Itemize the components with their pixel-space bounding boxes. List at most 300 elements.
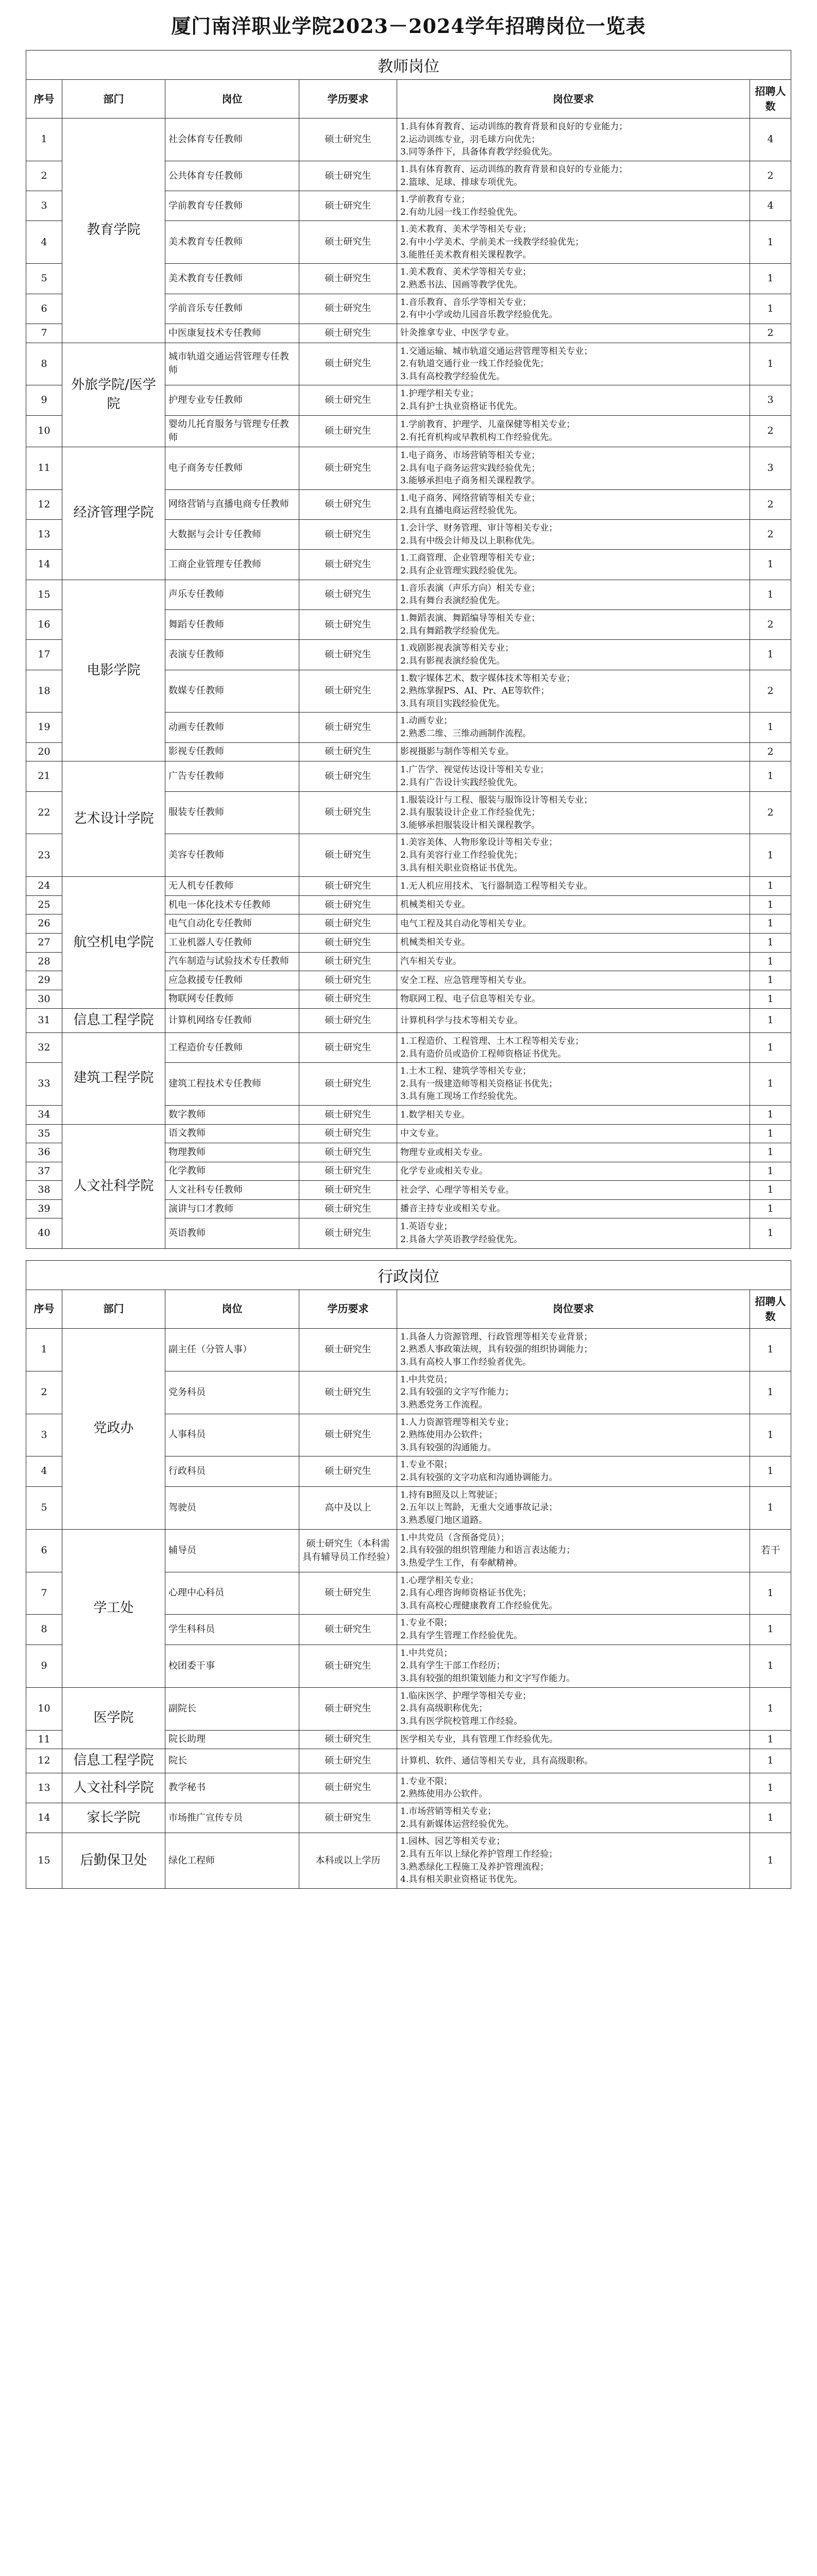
row-number: 13 (26, 1773, 62, 1803)
education-cell: 硕士研究生 (299, 324, 397, 343)
teaching-table (26, 79, 791, 1249)
row-number: 7 (26, 1572, 62, 1615)
position-cell: 心理中心科员 (165, 1572, 299, 1615)
position-cell: 副主任（分管人事） (165, 1328, 299, 1371)
requirements-cell: 1.园林、园艺等相关专业； 2.具有五年以上绿化养护管理工作经验； 3.熟悉绿化工程施工及养护管理流程； 4.具有相关职业资格证书优先。 (397, 1833, 750, 1889)
admin-header-row (26, 1290, 791, 1328)
requirements-cell: 机械类相关专业。 (397, 934, 750, 953)
position-cell: 美容专任教师 (165, 834, 299, 877)
position-cell: 演讲与口才教师 (165, 1199, 299, 1218)
education-cell: 硕士研究生 (299, 895, 397, 914)
row-number: 9 (26, 385, 62, 415)
row-number: 12 (26, 1749, 62, 1773)
position-cell: 美术教育专任教师 (165, 221, 299, 264)
row-number: 16 (26, 609, 62, 639)
position-cell: 城市轨道交通运营管理专任教师 (165, 343, 299, 385)
education-cell: 硕士研究生 (299, 580, 397, 609)
headcount-cell: 2 (750, 415, 791, 447)
education-cell: 硕士研究生 (299, 1162, 397, 1181)
requirements-cell: 机械类相关专业。 (397, 895, 750, 914)
row-number: 2 (26, 1371, 62, 1414)
row-number: 40 (26, 1218, 62, 1248)
header-post: 岗位 (165, 1290, 299, 1328)
row-number: 32 (26, 1032, 62, 1062)
header-no: 序号 (26, 1290, 62, 1328)
education-cell: 硕士研究生 (299, 1199, 397, 1218)
row-number: 13 (26, 520, 62, 550)
row-number: 35 (26, 1124, 62, 1143)
requirements-cell: 计算机、软件、通信等相关专业，具有高级职称。 (397, 1749, 750, 1773)
headcount-cell: 1 (750, 264, 791, 294)
requirements-cell: 1.服装设计与工程、服装与服饰设计等相关专业； 2.具有服装设计企业工作经验优先； 3.能够承担服装设计相关课程教学。 (397, 791, 750, 834)
position-cell: 教学秘书 (165, 1773, 299, 1803)
position-cell: 化学教师 (165, 1162, 299, 1181)
headcount-cell: 1 (750, 914, 791, 934)
headcount-cell: 1 (750, 1645, 791, 1687)
row-number: 37 (26, 1162, 62, 1181)
requirements-cell: 1.中共党员； 2.具有较强的文字写作能力； 3.熟悉党务工作流程。 (397, 1371, 750, 1414)
requirements-cell: 1.数字媒体艺术、数字媒体技术等相关专业； 2.熟练掌握PS、AI、Pr、AE等软件； 3.具有项目实践经验优先。 (397, 670, 750, 713)
position-cell: 英语教师 (165, 1218, 299, 1248)
headcount-cell: 4 (750, 191, 791, 221)
row-number: 36 (26, 1143, 62, 1162)
header-req: 岗位要求 (397, 80, 750, 118)
position-cell: 工商企业管理专任教师 (165, 550, 299, 580)
department-cell: 医学院 (62, 1687, 165, 1749)
position-cell: 党务科员 (165, 1371, 299, 1414)
position-cell: 建筑工程技术专任教师 (165, 1063, 299, 1106)
requirements-cell: 1.电子商务、市场营销等相关专业； 2.具有电子商务运营实践经验优先； 3.能够承担电子商务相关课程教学。 (397, 447, 750, 489)
education-cell: 硕士研究生 (299, 1063, 397, 1106)
row-number: 6 (26, 294, 62, 324)
headcount-cell: 1 (750, 1803, 791, 1833)
requirements-cell: 1.舞蹈表演、舞蹈编导等相关专业； 2.具有舞蹈教学经验优先。 (397, 609, 750, 639)
position-cell: 声乐专任教师 (165, 580, 299, 609)
requirements-cell: 1.美容美体、人物形象设计等相关专业； 2.具有美容行业工作经验优先； 3.具有相关职业资格证书优先。 (397, 834, 750, 877)
education-cell: 硕士研究生 (299, 1371, 397, 1414)
requirements-cell: 1.持有B照及以上驾驶证； 2.五年以上驾龄，无重大交通事故记录； 3.熟悉厦门地区道路。 (397, 1486, 750, 1529)
requirements-cell: 影视摄影与制作等相关专业。 (397, 742, 750, 761)
position-cell: 表演专任教师 (165, 640, 299, 670)
education-cell: 硕士研究生 (299, 1124, 397, 1143)
requirements-cell: 1.护理学相关专业； 2.具有护士执业资格证书优先。 (397, 385, 750, 415)
table-row (26, 877, 791, 896)
requirements-cell: 1.具有体育教育、运动训练的教育背景和良好的专业能力； 2.篮球、足球、排球专项优先。 (397, 161, 750, 191)
education-cell: 硕士研究生 (299, 670, 397, 713)
row-number: 1 (26, 118, 62, 161)
header-count: 招聘人数 (750, 80, 791, 118)
headcount-cell: 1 (750, 1181, 791, 1200)
document-title: 厦门南洋职业学院2023－2024学年招聘岗位一览表 (171, 14, 646, 38)
header-post: 岗位 (165, 80, 299, 118)
position-cell: 工业机器人专任教师 (165, 934, 299, 953)
position-cell: 广告专任教师 (165, 761, 299, 791)
row-number: 11 (26, 447, 62, 489)
row-number: 19 (26, 713, 62, 742)
department-cell: 党政办 (62, 1328, 165, 1529)
education-cell: 硕士研究生 (299, 640, 397, 670)
row-number: 22 (26, 791, 62, 834)
row-number: 3 (26, 191, 62, 221)
position-cell: 无人机专任教师 (165, 877, 299, 896)
education-cell: 硕士研究生 (299, 1181, 397, 1200)
education-cell: 硕士研究生 (299, 761, 397, 791)
headcount-cell: 3 (750, 447, 791, 489)
education-cell: 硕士研究生 (299, 1218, 397, 1248)
headcount-cell: 1 (750, 877, 791, 896)
requirements-cell: 针灸推拿专业、中医学专业。 (397, 324, 750, 343)
requirements-cell: 1.人力资源管理等相关专业； 2.熟练使用办公软件； 3.具有较强的沟通能力。 (397, 1414, 750, 1456)
row-number: 12 (26, 489, 62, 519)
headcount-cell: 1 (750, 1615, 791, 1645)
row-number: 17 (26, 640, 62, 670)
position-cell: 数媒专任教师 (165, 670, 299, 713)
requirements-cell: 中文专业。 (397, 1124, 750, 1143)
headcount-cell: 4 (750, 118, 791, 161)
row-number: 8 (26, 1615, 62, 1645)
education-cell: 硕士研究生 (299, 489, 397, 519)
row-number: 1 (26, 1328, 62, 1371)
education-cell: 硕士研究生 (299, 934, 397, 953)
headcount-cell: 1 (750, 990, 791, 1009)
row-number: 38 (26, 1181, 62, 1200)
education-cell: 硕士研究生 (299, 161, 397, 191)
position-cell: 护理专业专任教师 (165, 385, 299, 415)
row-number: 21 (26, 761, 62, 791)
requirements-cell: 化学专业或相关专业。 (397, 1162, 750, 1181)
table-row (26, 1773, 791, 1803)
position-cell: 辅导员 (165, 1529, 299, 1572)
headcount-cell: 1 (750, 580, 791, 609)
education-cell: 硕士研究生 (299, 264, 397, 294)
headcount-cell: 1 (750, 1486, 791, 1529)
requirements-cell: 社会学、心理学等相关专业。 (397, 1181, 750, 1200)
education-cell: 硕士研究生 (299, 791, 397, 834)
requirements-cell: 1.专业不限； 2.具有学生管理工作经验优先。 (397, 1615, 750, 1645)
education-cell: 硕士研究生 (299, 1328, 397, 1371)
requirements-cell: 汽车相关专业。 (397, 952, 750, 971)
education-cell: 硕士研究生 (299, 971, 397, 990)
position-cell: 人文社科专任教师 (165, 1181, 299, 1200)
education-cell: 硕士研究生 (299, 1645, 397, 1687)
admin-section-title: 行政岗位 (26, 1260, 791, 1290)
department-cell: 家长学院 (62, 1803, 165, 1833)
headcount-cell: 1 (750, 971, 791, 990)
table-row (26, 1803, 791, 1833)
position-cell: 计算机网络专任教师 (165, 1009, 299, 1033)
row-number: 28 (26, 952, 62, 971)
headcount-cell: 1 (750, 1730, 791, 1749)
requirements-cell: 1.音乐表演（声乐方向）相关专业； 2.具有舞台表演经验优先。 (397, 580, 750, 609)
headcount-cell: 2 (750, 489, 791, 519)
requirements-cell: 1.无人机应用技术、飞行器制造工程等相关专业。 (397, 877, 750, 896)
teaching-section-title: 教师岗位 (26, 50, 791, 79)
position-cell: 电子商务专任教师 (165, 447, 299, 489)
position-cell: 院长助理 (165, 1730, 299, 1749)
headcount-cell: 2 (750, 161, 791, 191)
headcount-cell: 1 (750, 713, 791, 742)
education-cell: 硕士研究生 (299, 1414, 397, 1456)
requirements-cell: 1.会计学、财务管理、审计等相关专业； 2.具有中级会计师及以上职称优先。 (397, 520, 750, 550)
position-cell: 数字教师 (165, 1106, 299, 1125)
row-number: 34 (26, 1106, 62, 1125)
row-number: 14 (26, 550, 62, 580)
row-number: 11 (26, 1730, 62, 1749)
table-row (26, 118, 791, 161)
requirements-cell: 物联网工程、电子信息等相关专业。 (397, 990, 750, 1009)
row-number: 33 (26, 1063, 62, 1106)
headcount-cell: 2 (750, 324, 791, 343)
education-cell: 硕士研究生 (299, 1803, 397, 1833)
position-cell: 学前教育专任教师 (165, 191, 299, 221)
headcount-cell: 1 (750, 761, 791, 791)
table-row (26, 1749, 791, 1773)
row-number: 14 (26, 1803, 62, 1833)
headcount-cell: 1 (750, 1687, 791, 1730)
headcount-cell: 1 (750, 1106, 791, 1125)
position-cell: 行政科员 (165, 1456, 299, 1486)
requirements-cell: 1.市场营销等相关专业； 2.具有新媒体运营经验优先。 (397, 1803, 750, 1833)
headcount-cell: 2 (750, 609, 791, 639)
position-cell: 社会体育专任教师 (165, 118, 299, 161)
requirements-cell: 1.心理学相关专业； 2.具有心理咨询师资格证书优先； 3.具有高校心理健康教育工作经验优先。 (397, 1572, 750, 1615)
requirements-cell: 医学相关专业，具有管理工作经验优先。 (397, 1730, 750, 1749)
headcount-cell: 1 (750, 1143, 791, 1162)
requirements-cell: 计算机科学与技术等相关专业。 (397, 1009, 750, 1033)
position-cell: 物理教师 (165, 1143, 299, 1162)
department-cell: 人文社科学院 (62, 1773, 165, 1803)
education-cell: 硕士研究生 (299, 415, 397, 447)
headcount-cell: 1 (750, 343, 791, 385)
position-cell: 婴幼儿托育服务与管理专任教师 (165, 415, 299, 447)
teaching-header-row (26, 80, 791, 118)
requirements-cell: 1.具有体育教育、运动训练的教育背景和良好的专业能力； 2.运动训练专业，羽毛球方向优先； 3.同等条件下，具备体育教学经验优先。 (397, 118, 750, 161)
requirements-cell: 1.专业不限； 2.熟练使用办公软件。 (397, 1773, 750, 1803)
position-cell: 网络营销与直播电商专任教师 (165, 489, 299, 519)
row-number: 15 (26, 580, 62, 609)
requirements-cell: 1.英语专业； 2.具备大学英语教学经验优先。 (397, 1218, 750, 1248)
education-cell: 硕士研究生 (299, 550, 397, 580)
education-cell: 硕士研究生 (299, 1572, 397, 1615)
headcount-cell: 1 (750, 934, 791, 953)
position-cell: 校团委干事 (165, 1645, 299, 1687)
department-cell: 航空机电学院 (62, 877, 165, 1009)
education-cell: 高中及以上 (299, 1486, 397, 1529)
requirements-cell: 1.数学相关专业。 (397, 1106, 750, 1125)
position-cell: 院长 (165, 1749, 299, 1773)
position-cell: 市场推广宣传专员 (165, 1803, 299, 1833)
position-cell: 舞蹈专任教师 (165, 609, 299, 639)
row-number: 27 (26, 934, 62, 953)
headcount-cell: 1 (750, 1009, 791, 1033)
admin-table (26, 1290, 791, 1889)
row-number: 23 (26, 834, 62, 877)
headcount-cell: 1 (750, 1199, 791, 1218)
department-cell: 教育学院 (62, 118, 165, 343)
table-row (26, 1833, 791, 1889)
requirements-cell: 1.电子商务、网络营销等相关专业； 2.具有直播电商运营经验优先。 (397, 489, 750, 519)
requirements-cell: 1.学前教育专业； 2.有幼儿园一线工作经验优先。 (397, 191, 750, 221)
department-cell: 建筑工程学院 (62, 1032, 165, 1124)
headcount-cell: 1 (750, 294, 791, 324)
row-number: 18 (26, 670, 62, 713)
education-cell: 硕士研究生 (299, 1730, 397, 1749)
education-cell: 硕士研究生 (299, 1032, 397, 1062)
row-number: 10 (26, 1687, 62, 1730)
row-number: 24 (26, 877, 62, 896)
requirements-cell: 安全工程、应急管理等相关专业。 (397, 971, 750, 990)
department-cell: 艺术设计学院 (62, 761, 165, 877)
row-number: 26 (26, 914, 62, 934)
requirements-cell: 1.工商管理、企业管理等相关专业； 2.具有企业管理实践经验优先。 (397, 550, 750, 580)
education-cell: 本科或以上学历 (299, 1833, 397, 1889)
department-cell: 电影学院 (62, 580, 165, 761)
table-row (26, 447, 791, 489)
row-number: 6 (26, 1529, 62, 1572)
row-number: 2 (26, 161, 62, 191)
table-row (26, 1328, 791, 1371)
row-number: 4 (26, 1456, 62, 1486)
headcount-cell: 3 (750, 385, 791, 415)
headcount-cell: 1 (750, 834, 791, 877)
row-number: 5 (26, 1486, 62, 1529)
requirements-cell: 1.中共党员（含预备党员）； 2.具有较强的组织管理能力和语言表达能力； 3.热爱学生工作，有奉献精神。 (397, 1529, 750, 1572)
requirements-cell: 1.专业不限； 2.具有较强的文字功底和沟通协调能力。 (397, 1456, 750, 1486)
headcount-cell: 1 (750, 895, 791, 914)
position-cell: 驾驶员 (165, 1486, 299, 1529)
headcount-cell: 1 (750, 1371, 791, 1414)
position-cell: 公共体育专任教师 (165, 161, 299, 191)
education-cell: 硕士研究生 (299, 447, 397, 489)
row-number: 20 (26, 742, 62, 761)
position-cell: 美术教育专任教师 (165, 264, 299, 294)
position-cell: 语文教师 (165, 1124, 299, 1143)
position-cell: 人事科员 (165, 1414, 299, 1456)
position-cell: 物联网专任教师 (165, 990, 299, 1009)
requirements-cell: 1.临床医学、护理学等相关专业； 2.具有高级职称优先； 3.具有医学院校管理工作经验。 (397, 1687, 750, 1730)
row-number: 4 (26, 221, 62, 264)
table-row (26, 343, 791, 385)
requirements-cell: 1.美术教育、美术学等相关专业； 2.熟悉书法、国画等教学优先。 (397, 264, 750, 294)
position-cell: 绿化工程师 (165, 1833, 299, 1889)
headcount-cell: 1 (750, 1328, 791, 1371)
row-number: 25 (26, 895, 62, 914)
row-number: 15 (26, 1833, 62, 1889)
headcount-cell: 1 (750, 952, 791, 971)
table-row (26, 761, 791, 791)
table-row (26, 580, 791, 609)
position-cell: 汽车制造与试验技术专任教师 (165, 952, 299, 971)
education-cell: 硕士研究生 (299, 1773, 397, 1803)
table-row (26, 1032, 791, 1062)
education-cell: 硕士研究生 (299, 1749, 397, 1773)
headcount-cell: 1 (750, 1414, 791, 1456)
department-cell: 经济管理学院 (62, 447, 165, 580)
education-cell: 硕士研究生 (299, 742, 397, 761)
education-cell: 硕士研究生 (299, 877, 397, 896)
position-cell: 动画专任教师 (165, 713, 299, 742)
requirements-cell: 电气工程及其自动化等相关专业。 (397, 914, 750, 934)
education-cell: 硕士研究生 (299, 1143, 397, 1162)
education-cell: 硕士研究生（本科需具有辅导员工作经验） (299, 1529, 397, 1572)
headcount-cell: 1 (750, 1218, 791, 1248)
headcount-cell: 若干 (750, 1529, 791, 1572)
headcount-cell: 2 (750, 791, 791, 834)
position-cell: 工程造价专任教师 (165, 1032, 299, 1062)
education-cell: 硕士研究生 (299, 609, 397, 639)
row-number: 7 (26, 324, 62, 343)
row-number: 39 (26, 1199, 62, 1218)
education-cell: 硕士研究生 (299, 118, 397, 161)
headcount-cell: 1 (750, 1773, 791, 1803)
headcount-cell: 1 (750, 1032, 791, 1062)
department-cell: 学工处 (62, 1529, 165, 1687)
table-row (26, 1124, 791, 1143)
row-number: 31 (26, 1009, 62, 1033)
requirements-cell: 播音主持专业或相关专业。 (397, 1199, 750, 1218)
education-cell: 硕士研究生 (299, 1009, 397, 1033)
department-cell: 后勤保卫处 (62, 1833, 165, 1889)
requirements-cell: 1.广告学、视觉传达设计等相关专业； 2.具有广告设计实践经验优先。 (397, 761, 750, 791)
headcount-cell: 2 (750, 520, 791, 550)
requirements-cell: 1.土木工程、建筑学等相关专业； 2.具有一级建造师等相关资格证书优先； 3.具有施工现场工作经验优先。 (397, 1063, 750, 1106)
education-cell: 硕士研究生 (299, 294, 397, 324)
headcount-cell: 1 (750, 221, 791, 264)
headcount-cell: 1 (750, 1063, 791, 1106)
header-count: 招聘人数 (750, 1290, 791, 1328)
headcount-cell: 2 (750, 742, 791, 761)
education-cell: 硕士研究生 (299, 952, 397, 971)
row-number: 9 (26, 1645, 62, 1687)
headcount-cell: 1 (750, 1749, 791, 1773)
table-row (26, 1687, 791, 1730)
position-cell: 服装专任教师 (165, 791, 299, 834)
requirements-cell: 1.具备人力资源管理、行政管理等相关专业背景； 2.熟悉人事政策法规，具有较强的组织协调能力； 3.具有高校人事工作经验者优先。 (397, 1328, 750, 1371)
requirements-cell: 1.动画专业； 2.熟悉二维、三维动画制作流程。 (397, 713, 750, 742)
row-number: 29 (26, 971, 62, 990)
headcount-cell: 1 (750, 1124, 791, 1143)
table-row (26, 1009, 791, 1033)
department-cell: 信息工程学院 (62, 1009, 165, 1033)
row-number: 3 (26, 1414, 62, 1456)
requirements-cell: 1.戏剧影视表演等相关专业； 2.具有影视表演经验优先。 (397, 640, 750, 670)
department-cell: 人文社科学院 (62, 1124, 165, 1248)
position-cell: 电气自动化专任教师 (165, 914, 299, 934)
education-cell: 硕士研究生 (299, 221, 397, 264)
position-cell: 副院长 (165, 1687, 299, 1730)
requirements-cell: 1.工程造价、工程管理、土木工程等相关专业； 2.具有造价员或造价工程师资格证书优先。 (397, 1032, 750, 1062)
headcount-cell: 1 (750, 640, 791, 670)
position-cell: 影视专任教师 (165, 742, 299, 761)
position-cell: 机电一体化技术专任教师 (165, 895, 299, 914)
headcount-cell: 1 (750, 1833, 791, 1889)
row-number: 10 (26, 415, 62, 447)
education-cell: 硕士研究生 (299, 520, 397, 550)
requirements-cell: 物理专业或相关专业。 (397, 1143, 750, 1162)
headcount-cell: 1 (750, 1572, 791, 1615)
education-cell: 硕士研究生 (299, 343, 397, 385)
position-cell: 学生科科员 (165, 1615, 299, 1645)
education-cell: 硕士研究生 (299, 990, 397, 1009)
education-cell: 硕士研究生 (299, 385, 397, 415)
education-cell: 硕士研究生 (299, 1106, 397, 1125)
education-cell: 硕士研究生 (299, 834, 397, 877)
education-cell: 硕士研究生 (299, 191, 397, 221)
education-cell: 硕士研究生 (299, 914, 397, 934)
header-no: 序号 (26, 80, 62, 118)
position-cell: 中医康复技术专任教师 (165, 324, 299, 343)
department-cell: 信息工程学院 (62, 1749, 165, 1773)
